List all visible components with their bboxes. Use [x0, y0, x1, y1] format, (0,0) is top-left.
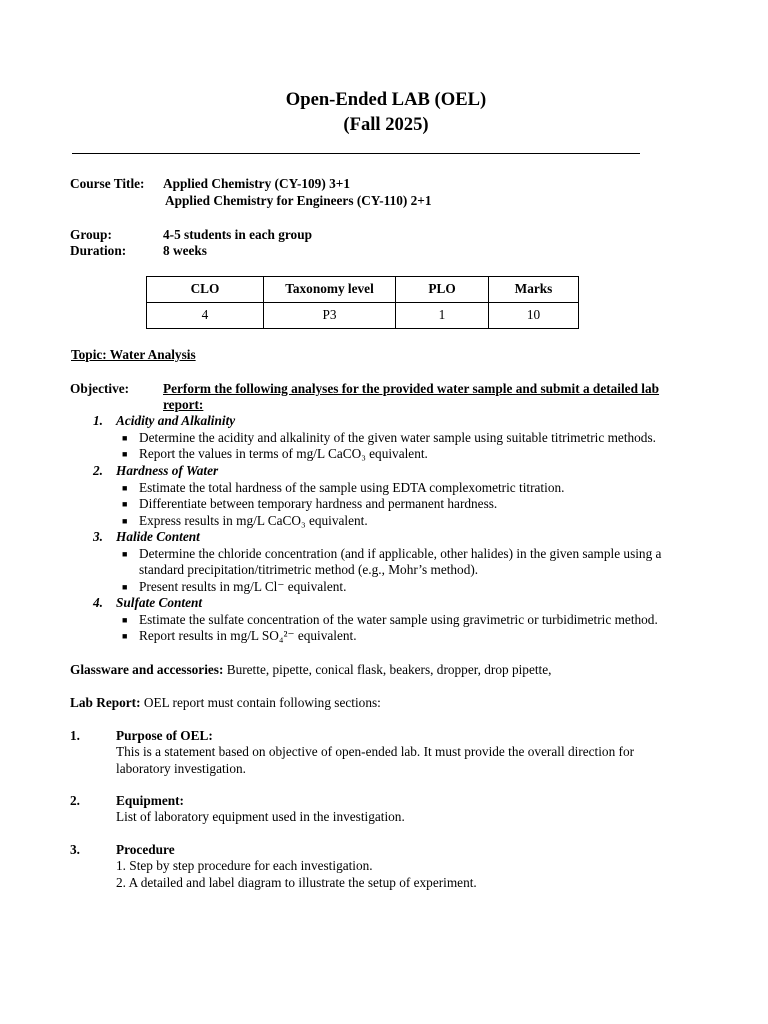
analysis-number: 3.: [93, 529, 103, 544]
table-header-marks: Marks: [489, 277, 579, 303]
course-title-label: Course Title:: [70, 176, 145, 191]
section-heading-purpose: Purpose of OEL:: [116, 728, 213, 743]
glassware-paragraph: [70, 662, 551, 679]
duration-value: 8 weeks: [163, 243, 207, 258]
bullet-icon: ■: [122, 449, 128, 459]
table-cell-plo: 1: [396, 303, 489, 329]
bullet-icon: ■: [122, 582, 128, 592]
bullet-icon: ■: [122, 499, 128, 509]
section-text: 2. A detailed and label diagram to illustrate the setup of experiment.: [116, 875, 477, 890]
list-item: Determine the acidity and alkalinity of the given water sample using suitable titrimetric methods.: [139, 430, 656, 445]
table-header-taxonomy: Taxonomy level: [264, 277, 396, 303]
bullet-icon: ■: [122, 483, 128, 493]
glassware-value: Burette, pipette, conical flask, beakers, dropper, drop pipette,: [223, 662, 552, 677]
list-item: Differentiate between temporary hardness and permanent hardness.: [139, 496, 498, 511]
topic-heading: Topic: Water Analysis: [71, 347, 196, 362]
page-title: Open-Ended LAB (OEL): [285, 89, 487, 110]
bullet-icon: ■: [122, 615, 128, 625]
objective-label: Objective:: [70, 381, 130, 396]
section-number: 1.: [70, 728, 80, 743]
analysis-title-acidity: Acidity and Alkalinity: [116, 413, 236, 428]
bullet-icon: ■: [122, 433, 128, 443]
group-value: 4-5 students in each group: [163, 227, 312, 242]
analysis-title-sulfate: Sulfate Content: [116, 595, 203, 610]
analysis-number: 2.: [93, 463, 103, 478]
analysis-number: 1.: [93, 413, 103, 428]
analysis-title-hardness: Hardness of Water: [116, 463, 219, 478]
lab-report-paragraph: [70, 695, 381, 712]
page-subtitle: (Fall 2025): [343, 114, 429, 135]
analysis-number: 4.: [93, 595, 103, 610]
analysis-title-halide: Halide Content: [116, 529, 200, 544]
list-item: Report the values in terms of mg/L CaCO₃ equivalent.: [139, 446, 428, 461]
section-number: 2.: [70, 793, 80, 808]
course-title-line-1: Applied Chemistry (CY-109) 3+1: [163, 176, 350, 191]
section-heading-equipment: Equipment:: [116, 793, 184, 808]
table-header-plo: PLO: [396, 277, 489, 303]
bullet-icon: ■: [122, 631, 128, 641]
table-header-row: [147, 277, 579, 303]
section-text: laboratory investigation.: [116, 761, 246, 776]
section-text: List of laboratory equipment used in the investigation.: [116, 809, 405, 824]
list-item: Estimate the total hardness of the sample using EDTA complexometric titration.: [139, 480, 565, 495]
lab-report-value: OEL report must contain following sections:: [140, 695, 381, 710]
list-item: Express results in mg/L CaCO₃ equivalent.: [139, 513, 368, 528]
objective-line-1: Perform the following analyses for the provided water sample and submit a detailed lab: [163, 381, 660, 396]
section-heading-procedure: Procedure: [116, 842, 175, 857]
table-row: [147, 303, 579, 329]
title-divider: [72, 153, 640, 154]
assessment-table: [146, 276, 579, 329]
list-item: Report results in mg/L SO₄²⁻ equivalent.: [139, 628, 357, 643]
section-text: 1. Step by step procedure for each investigation.: [116, 858, 373, 873]
bullet-icon: ■: [122, 516, 128, 526]
table-cell-marks: 10: [489, 303, 579, 329]
glassware-label: Glassware and accessories:: [70, 662, 224, 677]
table-cell-taxonomy: P3: [264, 303, 396, 329]
bullet-icon: ■: [122, 549, 128, 559]
group-label: Group:: [70, 227, 112, 242]
section-number: 3.: [70, 842, 80, 857]
list-item: Estimate the sulfate concentration of the water sample using gravimetric or turbidimetric method.: [139, 612, 658, 627]
lab-report-label: Lab Report:: [70, 695, 141, 710]
table-header-clo: CLO: [147, 277, 264, 303]
course-title-line-2: Applied Chemistry for Engineers (CY-110) 2+1: [165, 193, 432, 208]
table-cell-clo: 4: [147, 303, 264, 329]
section-text: This is a statement based on objective of open-ended lab. It must provide the overall direction for: [116, 744, 635, 759]
objective-line-2: report:: [163, 397, 204, 412]
duration-label: Duration:: [70, 243, 127, 258]
list-item: Present results in mg/L Cl⁻ equivalent.: [139, 579, 347, 594]
list-item: Determine the chloride concentration (and if applicable, other halides) in the given sample using a: [139, 546, 662, 561]
list-item-continuation: standard precipitation/titrimetric method (e.g., Mohr’s method).: [139, 562, 479, 577]
